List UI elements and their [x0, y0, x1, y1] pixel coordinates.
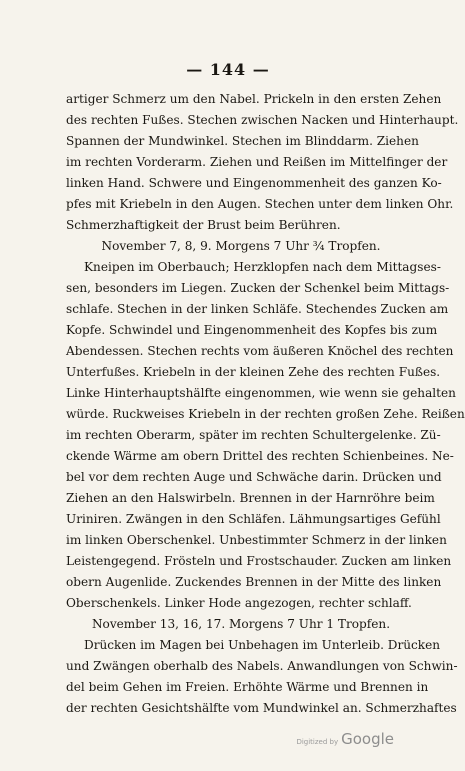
text-line: pfes mit Kriebeln in den Augen. Stechen unter dem linken Ohr.: [66, 197, 454, 211]
text-line: bel vor dem rechten Auge und Schwäche darin. Drücken und: [66, 470, 442, 484]
text-line: Kopfe. Schwindel und Eingenommenheit des Kopfes bis zum: [66, 323, 438, 337]
body-text: [66, 89, 465, 719]
text-line: Unterfußes. Kriebeln in der kleinen Zehe des rechten Fußes.: [66, 365, 441, 379]
text-line: linken Hand. Schwere und Eingenommenheit des ganzen Ko-: [66, 176, 442, 190]
text-line: Kneipen im Oberbauch; Herzklopfen nach dem Mittagses-: [84, 260, 441, 274]
text-line: würde. Ruckweises Kriebeln in der rechten großen Zehe. Reißen: [66, 407, 465, 421]
text-line: schlafe. Stechen in der linken Schläfe. Stechendes Zucken am: [66, 302, 449, 316]
text-line: Schmerzhaftigkeit der Brust beim Berühren.: [66, 218, 341, 232]
text-line: Drücken im Magen bei Unbehagen im Unterleib. Drücken: [84, 638, 441, 652]
section-heading: November 7, 8, 9. Morgens 7 Uhr ¾ Tropfen.: [101, 239, 381, 253]
page-number: — 144 —: [186, 60, 270, 79]
text-line: Oberschenkels. Linker Hode angezogen, rechter schlaff.: [66, 596, 412, 610]
text-line: im rechten Vorderarm. Ziehen und Reißen im Mittelfinger der: [66, 155, 448, 169]
text-line: sen, besonders im Liegen. Zucken der Schenkel beim Mittags-: [66, 281, 450, 295]
text-line: artiger Schmerz um den Nabel. Prickeln in den ersten Zehen: [66, 92, 442, 106]
text-line: und Zwängen oberhalb des Nabels. Anwandlungen von Schwin-: [66, 659, 458, 673]
text-line: im rechten Oberarm, später im rechten Schultergelenke. Zü-: [66, 428, 441, 442]
text-line: Spannen der Mundwinkel. Stechen im Blinddarm. Ziehen: [66, 134, 419, 148]
text-line: Uriniren. Zwängen in den Schläfen. Lähmungsartiges Gefühl: [66, 512, 441, 526]
text-line: im linken Oberschenkel. Unbestimmter Schmerz in der linken: [66, 533, 447, 547]
text-line: der rechten Gesichtshälfte vom Mundwinkel an. Schmerzhaftes: [66, 701, 457, 715]
text-line: Linke Hinterhauptshälfte eingenommen, wie wenn sie gehalten: [66, 386, 456, 400]
watermark-prefix: Digitized by: [296, 738, 339, 746]
text-line: Ziehen an den Halswirbeln. Brennen in der Harnröhre beim: [66, 491, 435, 505]
section-heading: November 13, 16, 17. Morgens 7 Uhr 1 Tropfen.: [91, 617, 391, 631]
text-line: ckende Wärme am obern Drittel des rechten Schienbeines. Ne-: [66, 449, 454, 463]
text-line: del beim Gehen im Freien. Erhöhte Wärme und Brennen in: [66, 680, 429, 694]
digitized-watermark: [296, 730, 394, 748]
text-line: des rechten Fußes. Stechen zwischen Nacken und Hinterhaupt.: [66, 113, 459, 127]
text-line: Abendessen. Stechen rechts vom äußeren Knöchel des rechten: [66, 344, 454, 358]
text-line: Leistengegend. Frösteln und Frostschauder. Zucken am linken: [66, 554, 452, 568]
google-logo: Google: [341, 730, 394, 748]
text-line: obern Augenlide. Zuckendes Brennen in der Mitte des linken: [66, 575, 442, 589]
